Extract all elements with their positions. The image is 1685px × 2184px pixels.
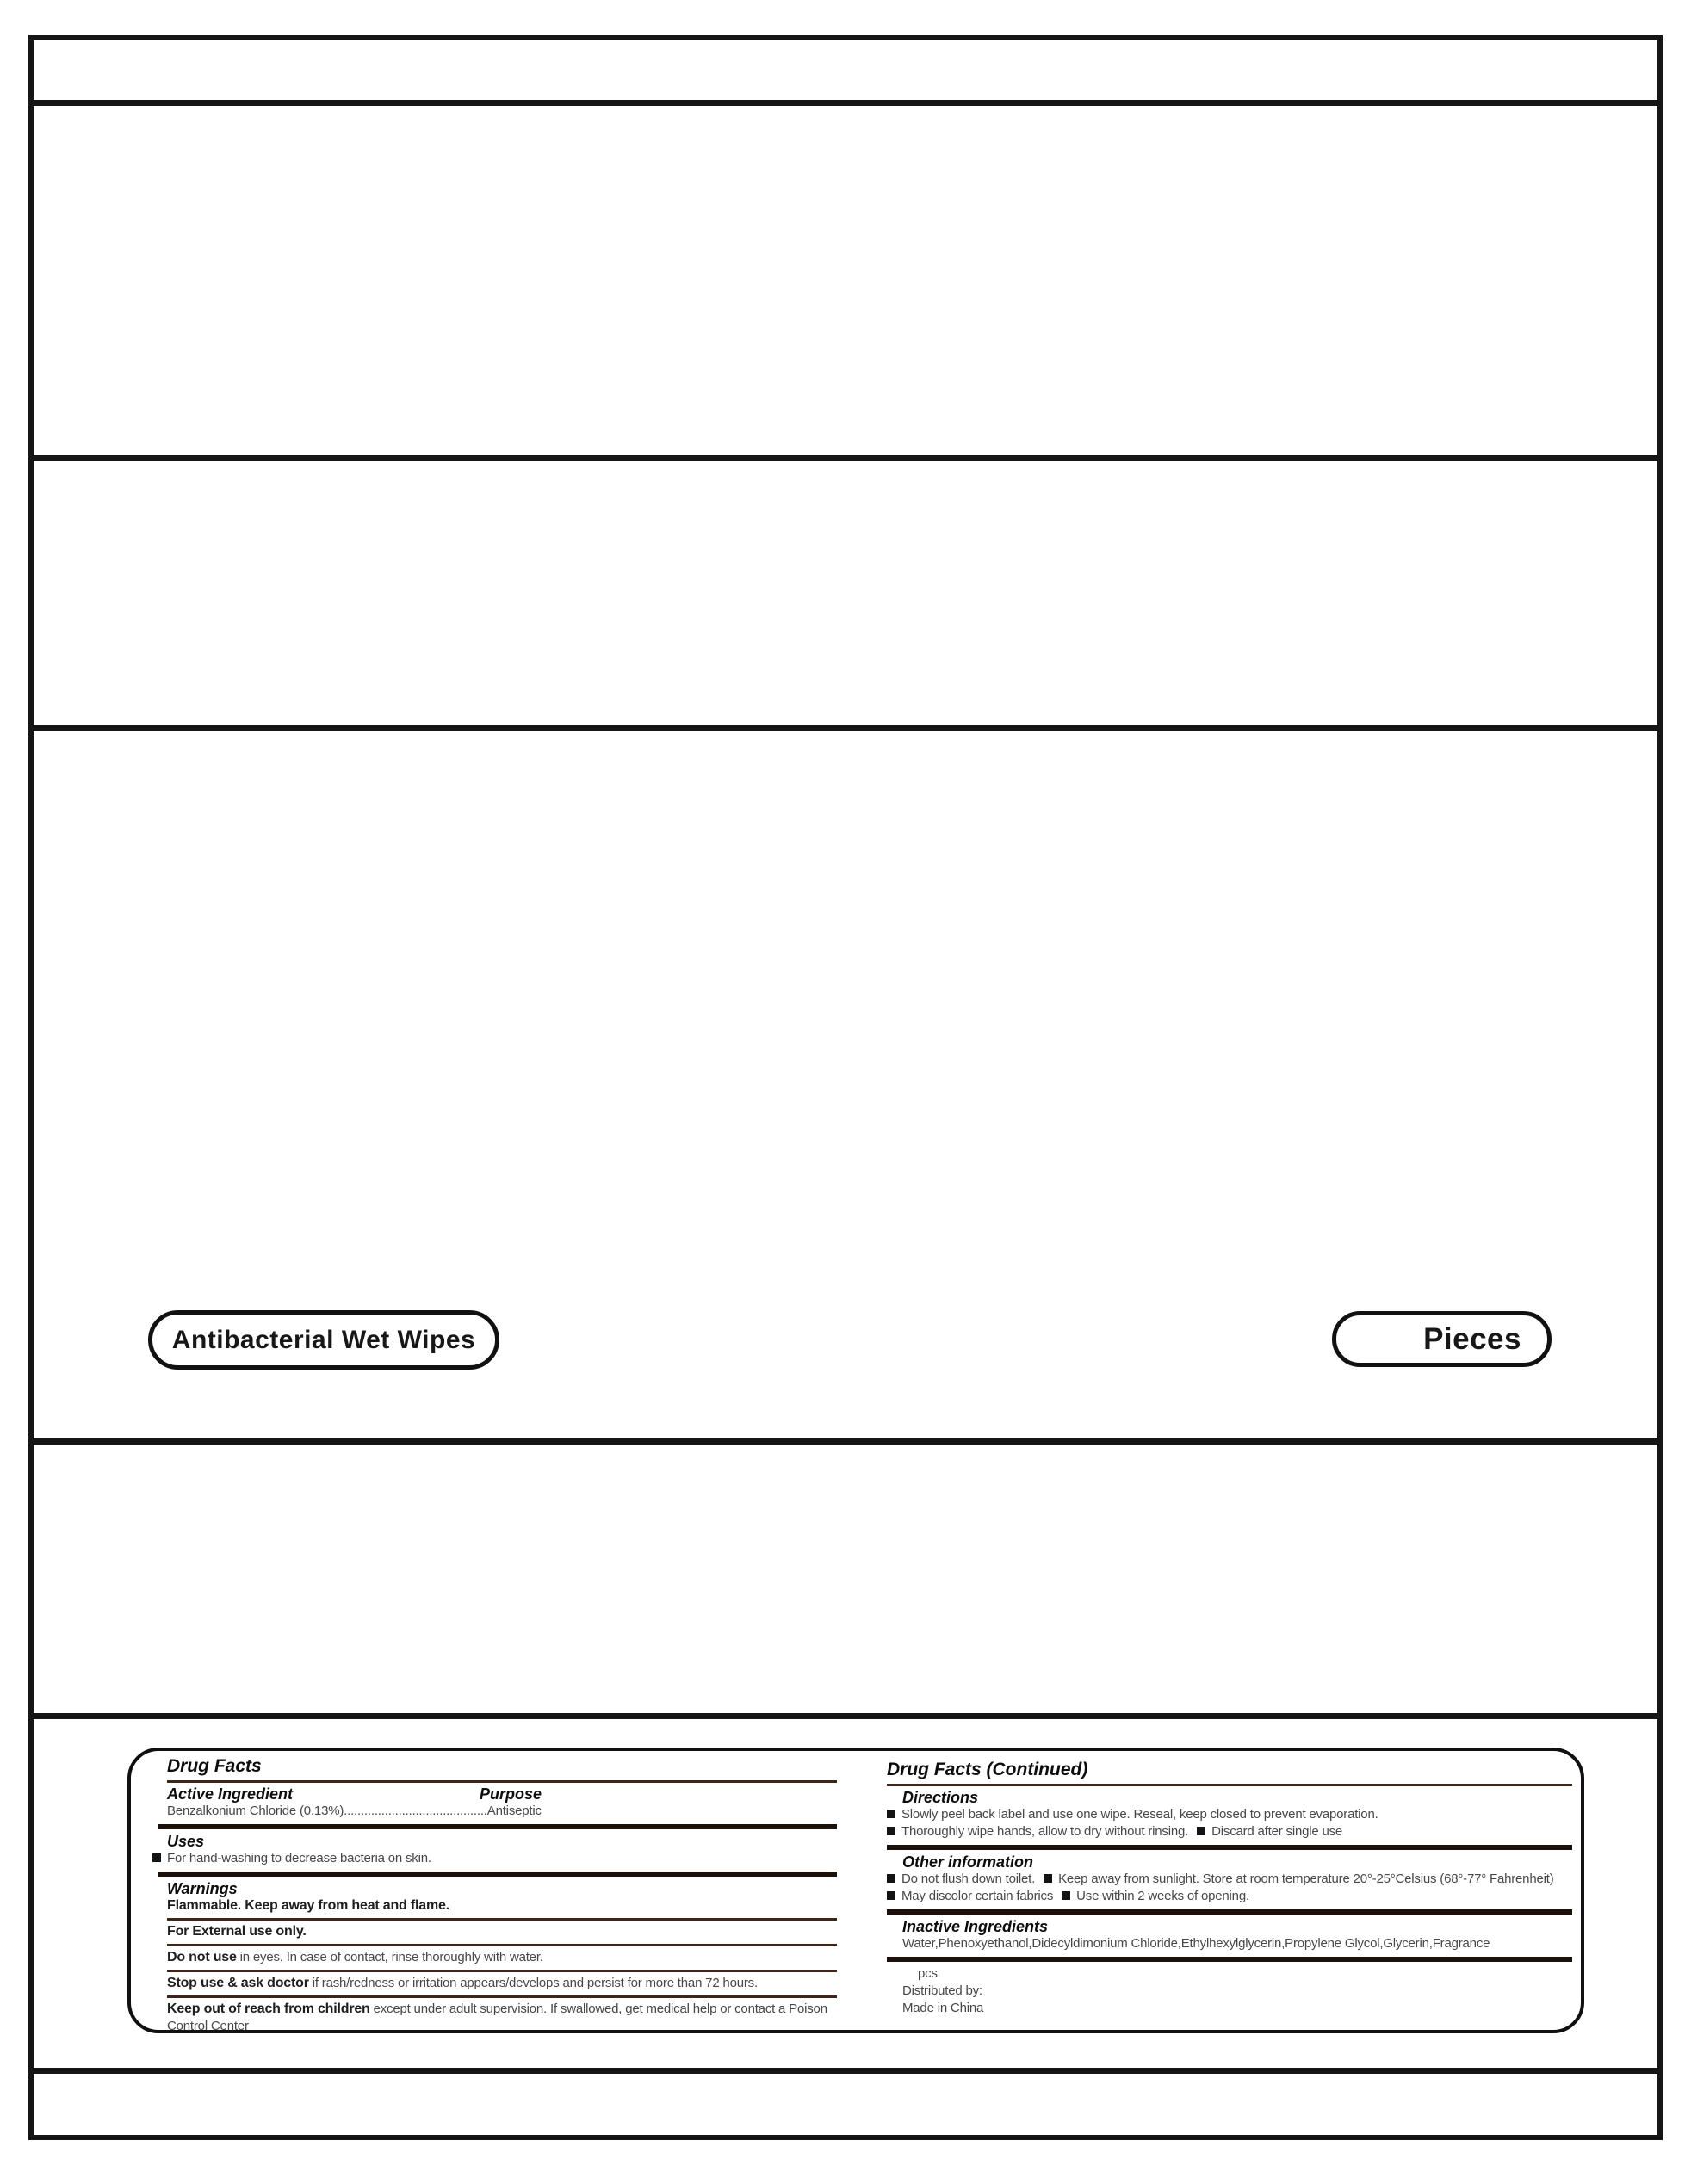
section-divider-2 <box>28 455 1663 461</box>
warnings-heading: Warnings <box>167 1880 238 1897</box>
stop-use-line: Stop use & ask doctor if rash/redness or irritation appears/develops and persist for more than 72 hours. <box>167 1976 758 1990</box>
flammable-line: Flammable. Keep away from heat and flame. <box>167 1898 449 1913</box>
uses-item: For hand-washing to decrease bacteria on skin. <box>152 1850 837 1867</box>
other-information-item-1: Do not flush down toilet. Keep away from sunlight. Store at room temperature 20°-25°Celsius (68°-77° Fahrenheit) <box>887 1871 1572 1888</box>
drug-facts-continued-title: Drug Facts (Continued) <box>887 1760 1088 1779</box>
other-information-item-2: May discolor certain fabrics Use within 2 weeks of opening. <box>887 1888 1572 1905</box>
section-divider-4 <box>28 1438 1663 1445</box>
distributed-by-line: Distributed by: <box>902 1983 982 1998</box>
square-bullet-icon <box>887 1810 895 1818</box>
external-use-line: For External use only. <box>167 1924 307 1939</box>
square-bullet-icon <box>1044 1874 1052 1883</box>
rule-thin <box>167 1970 837 1972</box>
uses-heading: Uses <box>167 1833 205 1850</box>
square-bullet-icon <box>887 1891 895 1900</box>
active-ingredient-line: Benzalkonium Chloride (0.13%)..........................................Antiseptic <box>167 1804 542 1818</box>
square-bullet-icon <box>1197 1827 1205 1835</box>
other-information-heading: Other information <box>902 1853 1033 1871</box>
drug-facts-title: Drug Facts <box>167 1756 262 1776</box>
section-divider-6 <box>28 2068 1663 2074</box>
directions-heading: Directions <box>902 1789 979 1806</box>
rule-thin <box>887 1784 1572 1786</box>
section-divider-1 <box>28 100 1663 106</box>
do-not-use-line: Do not use in eyes. In case of contact, rinse thoroughly with water. <box>167 1950 543 1964</box>
inactive-ingredients-list: Water,Phenoxyethanol,Didecyldimonium Chloride,Ethylhexylglycerin,Propylene Glycol,Glycerin,Fragrance <box>902 1936 1490 1951</box>
rule-thin <box>167 1944 837 1946</box>
square-bullet-icon <box>887 1827 895 1835</box>
rule-thick <box>887 1845 1572 1850</box>
drug-facts-left-column <box>148 1751 837 2035</box>
directions-item-1: Slowly peel back label and use one wipe. Reseal, keep closed to prevent evaporation. <box>887 1806 1572 1823</box>
drug-facts-right-column <box>878 1751 1572 2017</box>
section-divider-3 <box>28 725 1663 731</box>
inactive-ingredients-heading: Inactive Ingredients <box>902 1918 1049 1935</box>
made-in-line: Made in China <box>902 2001 984 2015</box>
purpose-heading: Purpose <box>480 1785 542 1803</box>
square-bullet-icon <box>887 1874 895 1883</box>
rule-thin <box>167 1995 837 1998</box>
directions-item-2: Thoroughly wipe hands, allow to dry without rinsing. Discard after single use <box>887 1823 1572 1841</box>
rule-thick <box>887 1909 1572 1915</box>
square-bullet-icon <box>1062 1891 1070 1900</box>
rule-thin <box>167 1780 837 1783</box>
rule-thick <box>158 1824 837 1829</box>
pieces-pill <box>1332 1311 1552 1367</box>
rule-thin <box>167 1918 837 1921</box>
product-name-text: Antibacterial Wet Wipes <box>171 1325 476 1354</box>
product-name-pill <box>148 1310 499 1370</box>
rule-thick <box>158 1872 837 1877</box>
rule-thick <box>887 1957 1572 1962</box>
keep-out-of-reach-line: Keep out of reach from children except under adult supervision. If swallowed, get medical help or contact a Poison Control Center <box>167 2001 827 2033</box>
pcs-line: pcs <box>918 1966 938 1981</box>
section-divider-5 <box>28 1713 1663 1719</box>
drug-facts-panel <box>127 1748 1584 2033</box>
active-ingredient-heading: Active Ingredient <box>167 1785 294 1803</box>
pieces-text: Pieces <box>1423 1321 1521 1356</box>
square-bullet-icon <box>152 1853 161 1862</box>
